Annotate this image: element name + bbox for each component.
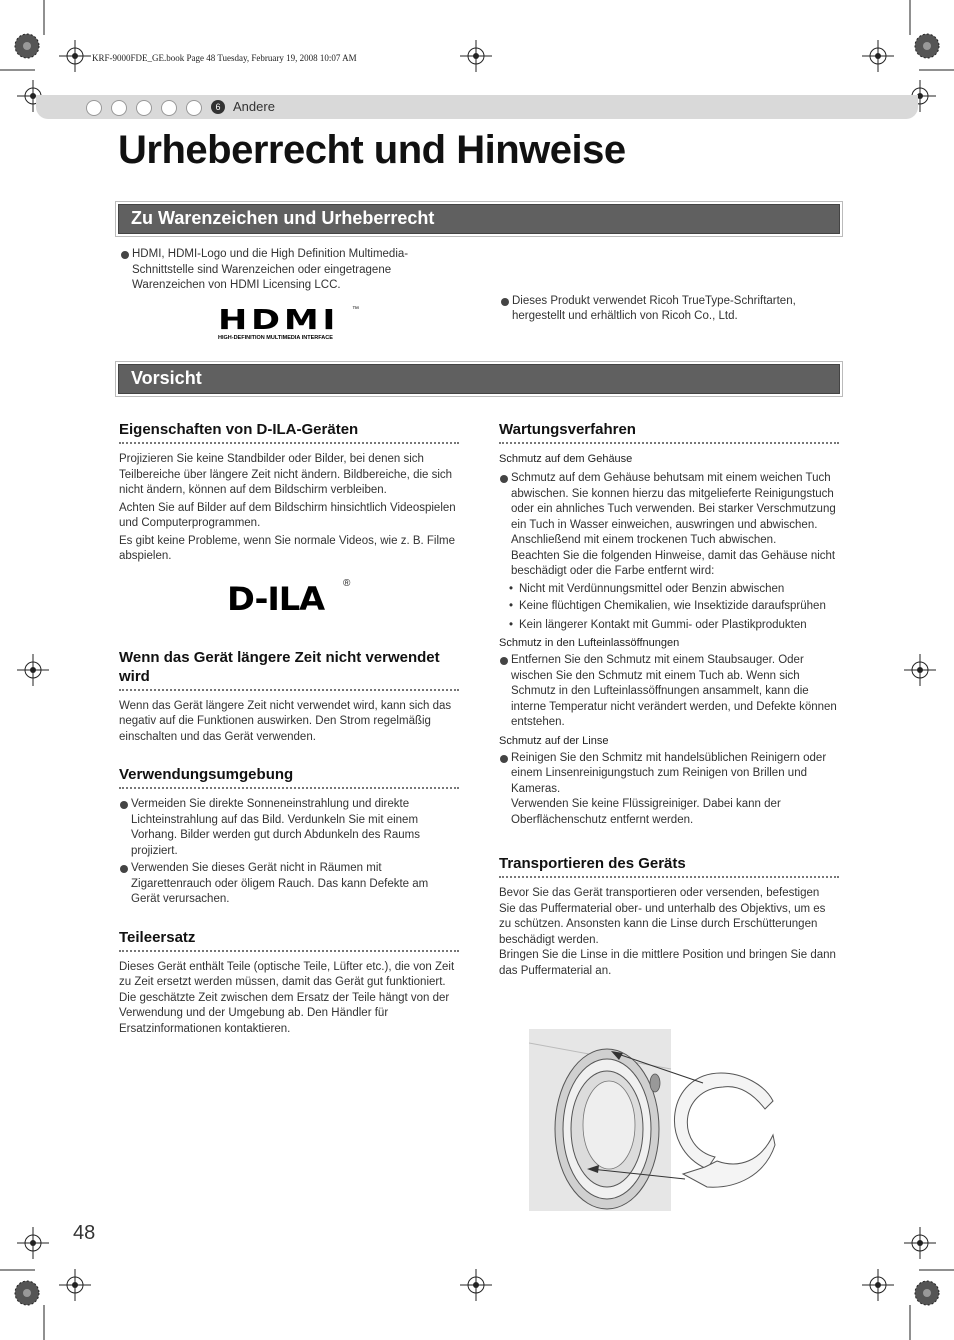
sub-bullet-item: • Keine flüchtigen Chemikalien, wie Insektizide daraufsprühen (499, 599, 839, 615)
chapter-number-badge: 6 (211, 100, 225, 114)
section-heading-bar (118, 204, 840, 234)
bullet-text: Beachten Sie die folgenden Hinweise, damit das Gehäuse nicht beschädigt oder die Farbe entfernt wird: (511, 549, 836, 577)
paragraph: Dieses Gerät enthält Teile (optische Teile, Lüfter etc.), die von Zeit zu Zeit ersetzt werden müssen, damit das Gerät gut funktioniert. Die geschätzte Zeit zwischen dem Ersatz der Teile hängt von der Verwendung und der Umgebung ab. Den Händler für Ersatzinformationen kontaktieren. (119, 960, 455, 1035)
chapter-dot (186, 100, 202, 116)
section-heading-bar (118, 364, 840, 394)
cleaning-label: Schmutz auf dem Gehäuse (499, 453, 633, 465)
paragraph: Achten Sie auf Bilder auf dem Bildschirm hinsichtlich Videospielen und Computerprogrammen. (119, 501, 456, 529)
chapter-header-bar (36, 95, 918, 119)
trademark-hdmi-bullet: HDMI, HDMI-Logo und die High Definition Multimedia-Schnittstelle sind Warenzeichen oder eingetragene Warenzeichen von HDMI Licensing LCC. (120, 247, 462, 294)
chapter-dot (86, 100, 102, 116)
bullet-item (499, 751, 839, 829)
cleaning-label: Schmutz in den Lufteinlassöffnungen (499, 637, 680, 649)
subsection-heading: Teileersatz (119, 928, 196, 946)
subsection-heading: Wenn das Gerät längere Zeit nicht verwendet wird (119, 648, 440, 685)
right-column (499, 420, 839, 979)
paragraph: Projizieren Sie keine Standbilder oder Bilder, bei denen sich Teilbereiche über längere Zeit nicht ändern. Bildbereiche, die sich nicht ändern, können auf dem Bildschirm verbleiben. (119, 453, 453, 496)
dotted-divider (499, 442, 839, 444)
bullet-item (499, 471, 839, 580)
bullet-text: Reinigen Sie den Schmitz mit handelsüblichen Reinigern oder einem Linsenreinigungstuch zum Reinigen von Brillen und Kameras. (511, 751, 827, 795)
sub-bullet-item: • Nicht mit Verdünnungsmittel oder Benzin abwischen (499, 582, 839, 598)
section-heading: Vorsicht (131, 368, 202, 388)
page-number: 48 (73, 1222, 96, 1244)
subsection-heading: Wartungsverfahren (499, 421, 636, 438)
paragraph: Bevor Sie das Gerät transportieren oder versenden, befestigen Sie das Puffermaterial ober- und unterhalb des Objektivs, um es zu schützen. Ansonsten kann die Linse durch Erschütterungen beschädigt werden. (499, 887, 826, 946)
chapter-dot (136, 100, 152, 116)
chapter-dot (161, 100, 177, 116)
subsection-heading: Eigenschaften von D-ILA-Geräten (119, 421, 359, 438)
paragraph: Bringen Sie die Linse in die mittlere Position und bringen Sie dann das Puffermaterial an. (499, 949, 836, 977)
section-heading: Zu Warenzeichen und Urheberrecht (131, 208, 435, 228)
trademark-ricoh-bullet: Dieses Produkt verwendet Ricoh TrueType-Schriftarten, hergestellt und erhältlich von Ricoh Co., Ltd. (500, 294, 847, 325)
hdmi-logo-tagline: HIGH-DEFINITION MULTIMEDIA INTERFACE (218, 335, 333, 341)
sub-bullet-item: • Kein längerer Kontakt mit Gummi- oder Plastikprodukten (499, 618, 839, 634)
subsection-heading: Verwendungsumgebung (119, 766, 294, 783)
dotted-divider (499, 876, 839, 878)
bullet-text: Verwenden Sie keine Flüssigreiniger. Dabei kann der Oberflächenschutz entfernt werden. (511, 798, 781, 826)
chapter-label: Andere (233, 99, 275, 114)
hdmi-trademark-symbol: ™ (352, 306, 359, 313)
chapter-dot (111, 100, 127, 116)
bullet-item: Vermeiden Sie direkte Sonneneinstrahlung und direkte Lichteinstrahlung auf das Bild. Verdunkeln Sie mit einem Vorhang. Bilder werden gut durch Abdunkeln des Raums projiziert. (119, 797, 459, 859)
hdmi-logo (218, 303, 363, 342)
registered-symbol: ® (343, 577, 351, 589)
paragraph: Es gibt keine Probleme, wenn Sie normale Videos, wie z. B. Filme abspielen. (119, 534, 455, 562)
page-title: Urheberrecht und Hinweise (118, 128, 626, 172)
left-column (119, 420, 459, 1037)
bullet-text: Schmutz auf dem Gehäuse behutsam mit einem weichen Tuch abwischen. Sie konnen hierzu das mitgelieferte Reinigungstuch oder ein ahnliches Tuch verwenden. Bei starker Verschmutzung ein Tuch in Wasser einweichen, auswringen und abwischen. Anschließend mit einem trockenen Tuch abwischen. (511, 472, 836, 546)
bullet-item: Verwenden Sie dieses Gerät nicht in Räumen mit Zigarettenrauch oder öligem Rauch. Das kann Defekte am Gerät verursachen. (119, 861, 459, 908)
cleaning-label: Schmutz auf der Linse (499, 734, 609, 747)
print-info-line: KRF-9000FDE_GE.book Page 48 Tuesday, February 19, 2008 10:07 AM (92, 53, 357, 63)
dotted-divider (119, 689, 459, 691)
dila-logo (119, 574, 459, 626)
hdmi-logo-wordmark: HDMI (218, 303, 340, 336)
subsection-heading: Transportieren des Geräts (499, 855, 686, 872)
dila-logo-wordmark: D-ILA (227, 579, 325, 618)
dotted-divider (119, 950, 459, 952)
dotted-divider (119, 442, 459, 444)
paragraph: Wenn das Gerät längere Zeit nicht verwendet wird, kann sich das negativ auf die Funktionen auswirken. Den Strom regelmäßig einschalten und das Gerät verwenden. (119, 699, 452, 743)
bullet-item: Entfernen Sie den Schmutz mit einem Staubsauger. Oder wischen Sie den Schmutz mit einem Tuch ab. Wenn sich Schmutz in den Lufteinlassöffnungen ansammelt, kann die interne Temperatur nicht verändert werden, und Defekte können entstehen. (499, 653, 839, 731)
dotted-divider (119, 787, 459, 789)
lens-buffer-illustration (529, 1029, 779, 1211)
